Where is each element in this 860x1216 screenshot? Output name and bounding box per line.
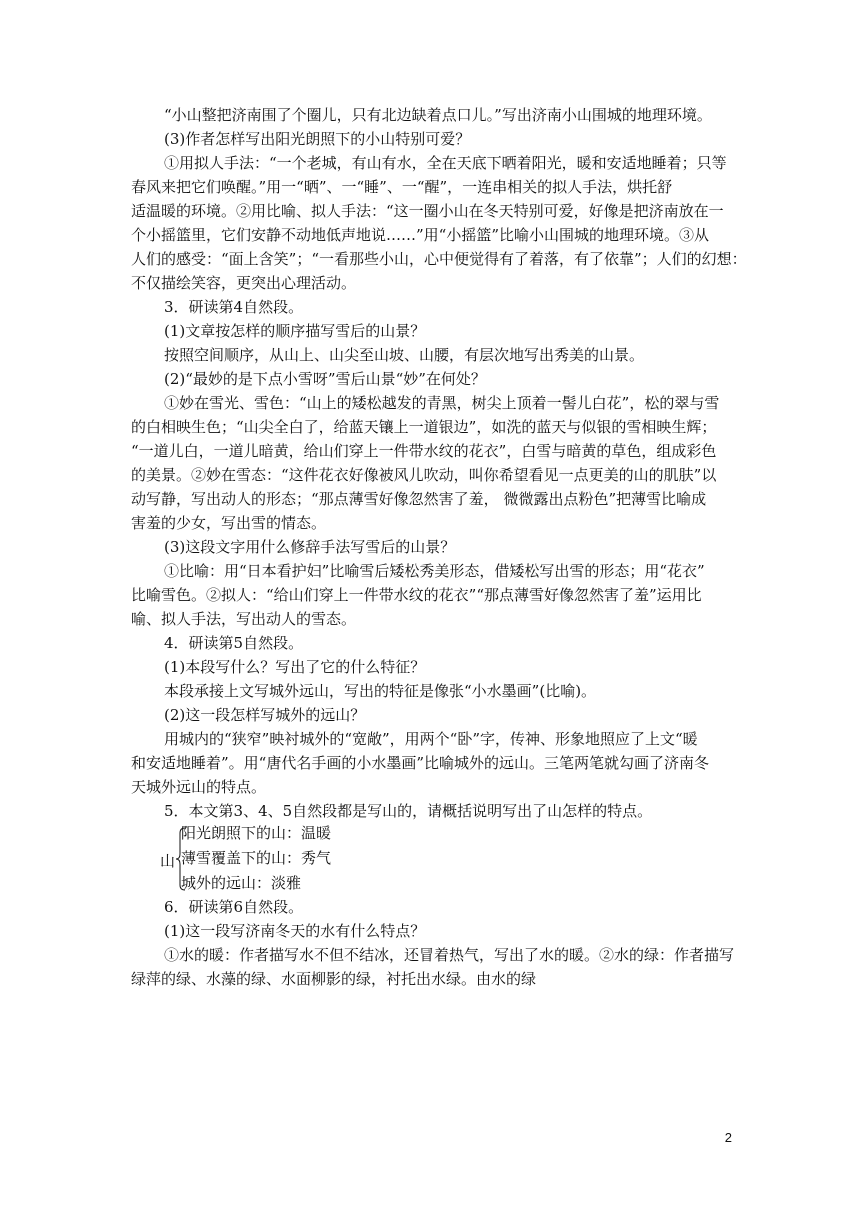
brace-item: 城外的远山：淡雅 xyxy=(181,874,302,892)
question-heading: (2)“最妙的是下点小雪呀”雪后山景“妙”在何处？ xyxy=(164,370,486,388)
text-line: 适温暖的环境。②用比喻、拟人手法：“这一圈小山在冬天特别可爱，好像是把济南放在一 xyxy=(131,202,724,220)
question-heading: (1)文章按怎样的顺序描写雪后的山景？ xyxy=(164,322,426,340)
text-line: 本段承接上文写城外远山，写出的特征是像张“小水墨画”(比喻)。 xyxy=(164,682,597,700)
text-line: 天城外远山的特点。 xyxy=(131,778,267,796)
brace-label: 山 xyxy=(160,852,176,870)
section-heading: 4．研读第5自然段。 xyxy=(164,634,304,652)
text-line: 用城内的“狭窄”映衬城外的“宽敞”，用两个“卧”字，传神、形象地照应了上文“暖 xyxy=(164,730,698,748)
text-line: ①水的暖：作者描写水不但不结冰，还冒着热气，写出了水的暖。②水的绿：作者描写 xyxy=(164,946,735,964)
text-line: 春风来把它们唤醒。”用一“晒”、一“睡”、一“醒”，一连串相关的拟人手法，烘托舒 xyxy=(131,178,673,196)
text-line: ①妙在雪光、雪色：“山上的矮松越发的青黑，树尖上顶着一髻儿白花”，松的翠与雪 xyxy=(164,394,720,412)
text-line: 和安适地睡着”。用“唐代名手画的小水墨画”比喻城外的远山。三笔两笔就勾画了济南冬 xyxy=(131,754,710,772)
text-line: 比喻雪色。②拟人：“给山们穿上一件带水纹的花衣”“那点薄雪好像忽然害了羞”运用比 xyxy=(131,586,702,604)
text-line: 绿萍的绿、水藻的绿、水面柳影的绿，衬托出水绿。由水的绿 xyxy=(131,970,537,988)
page-number: 2 xyxy=(724,1130,732,1145)
text-line: “小山整把济南围了个圈儿，只有北边缺着点口儿。”写出济南小山围城的地理环境。 xyxy=(164,106,712,124)
text-line: 按照空间顺序，从山上、山尖至山坡、山腰，有层次地写出秀美的山景。 xyxy=(164,346,645,364)
question-heading: (3)这段文字用什么修辞手法写雪后的山景？ xyxy=(164,538,456,556)
text-line: “一道儿白，一道儿暗黄，给山们穿上一件带水纹的花衣”，白雪与暗黄的草色，组成彩色 xyxy=(131,442,717,460)
question-heading: (1)这一段写济南冬天的水有什么特点？ xyxy=(164,922,426,940)
text-line: 的白相映生色；“山尖全白了，给蓝天镶上一道银边”，如洗的蓝天与似银的雪相映生辉； xyxy=(131,418,717,436)
text-line: 害羞的少女，写出雪的情态。 xyxy=(131,514,327,532)
text-line: 喻、拟人手法，写出动人的雪态。 xyxy=(131,610,357,628)
text-line: 个小摇篮里，它们安静不动地低声地说……”用“小摇篮”比喻小山围城的地理环境。③从 xyxy=(131,226,710,244)
section-heading: 6．研读第6自然段。 xyxy=(164,898,304,916)
text-line: 不仅描绘笑容，更突出心理活动。 xyxy=(131,274,357,292)
section-heading: 3．研读第4自然段。 xyxy=(164,298,304,316)
question-heading: (2)这一段怎样写城外的远山？ xyxy=(164,706,366,724)
brace-item: 阳光朗照下的山：温暖 xyxy=(181,824,332,842)
question-heading: (1)本段写什么？写出了它的什么特征？ xyxy=(164,658,426,676)
question-heading: (3)作者怎样写出阳光朗照下的小山特别可爱？ xyxy=(164,130,471,148)
brace-item: 薄雪覆盖下的山：秀气 xyxy=(181,849,332,867)
text-line: 人们的感受：“面上含笑”；“一看那些小山，心中便觉得有了着落，有了依靠”；人们的幻想： xyxy=(131,250,747,268)
text-line: ①用拟人手法：“一个老城，有山有水，全在天底下晒着阳光，暖和安适地睡着；只等 xyxy=(164,154,727,172)
summary-brace-diagram xyxy=(160,826,420,892)
text-line: 动写静，写出动人的形态；“那点薄雪好像忽然害了羞， 微微露出点粉色”把薄雪比喻成 xyxy=(131,490,707,508)
text-line: ①比喻：用“日本看护妇”比喻雪后矮松秀美形态，借矮松写出雪的形态；用“花衣” xyxy=(164,562,705,580)
text-line: 的美景。②妙在雪态：“这件花衣好像被风儿吹动，叫你希望看见一点更美的山的肌肤”以 xyxy=(131,466,717,484)
section-heading: 5．本文第3、4、5自然段都是写山的，请概括说明写出了山怎样的特点。 xyxy=(164,802,653,820)
